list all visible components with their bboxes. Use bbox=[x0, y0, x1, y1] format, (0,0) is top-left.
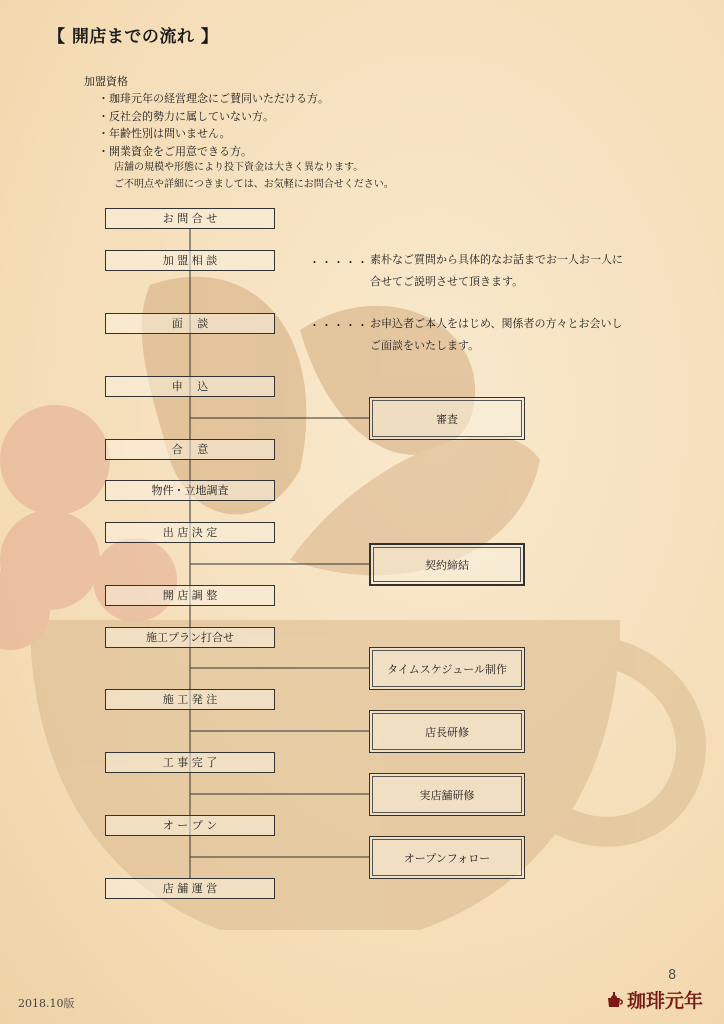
flow-step-construction-planning: 施工プラン打合せ bbox=[105, 627, 275, 648]
side-step-opening-follow bbox=[369, 836, 525, 879]
side-step-manager-training bbox=[369, 710, 525, 753]
side-step-label: 契約締結 bbox=[425, 558, 469, 572]
footer-date: 2018.10版 bbox=[18, 997, 75, 1010]
side-step-contract bbox=[369, 543, 525, 586]
interview-description bbox=[370, 313, 623, 357]
flow-step-construction-order: 施 工 発 注 bbox=[105, 689, 275, 710]
flow-step-agreement: 合 意 bbox=[105, 439, 275, 460]
side-step-label: オープンフォロー bbox=[403, 851, 491, 865]
side-step-store-training bbox=[369, 773, 525, 816]
qualification-item: ・反社会的勢力に属していない方。 bbox=[98, 109, 274, 123]
flow-step-application: 申 込 bbox=[105, 376, 275, 397]
side-step-screening bbox=[369, 397, 525, 440]
side-step-label: 店長研修 bbox=[425, 725, 469, 739]
description-line: 素朴なご質問から具体的なお話までお一人お一人に bbox=[370, 253, 623, 266]
dots-separator: ・・・・・ bbox=[309, 319, 369, 332]
qualification-note: ご不明点や詳細につきましては、お気軽にお問合せください。 bbox=[114, 179, 394, 190]
qualification-note: 店舗の規模や形態により投下資金は大きく異なります。 bbox=[114, 162, 364, 173]
side-step-schedule bbox=[369, 647, 525, 690]
brand-logo-text: 珈琲元年 bbox=[627, 990, 704, 1012]
qualification-item: ・開業資金をご用意できる方。 bbox=[98, 144, 252, 158]
description-line: お申込者ご本人をはじめ、関係者の方々とお会いし bbox=[370, 317, 623, 330]
description-line: 合せてご説明させて頂きます。 bbox=[370, 275, 524, 288]
flow-step-store-operation: 店 舗 運 営 bbox=[105, 878, 275, 899]
brand-logo bbox=[604, 986, 703, 1013]
flow-step-construction-complete: 工 事 完 了 bbox=[105, 752, 275, 773]
description-line: ご面談をいたします。 bbox=[370, 339, 480, 352]
flow-step-inquiry: お 問 合 せ bbox=[105, 208, 275, 229]
flow-step-opening-decision: 出 店 決 定 bbox=[105, 522, 275, 543]
qualification-heading: 加盟資格 bbox=[84, 75, 128, 88]
dots-separator: ・・・・・ bbox=[309, 256, 369, 269]
flow-step-site-survey: 物件・立地調査 bbox=[105, 480, 275, 501]
coffee-pot-icon bbox=[604, 990, 624, 1010]
flow-step-opening-coordination: 開 店 調 整 bbox=[105, 585, 275, 606]
qualification-item: ・年齢性別は問いません。 bbox=[98, 127, 231, 140]
side-step-label: タイムスケジュール制作 bbox=[386, 662, 508, 676]
flow-step-open: オ ー プ ン bbox=[105, 815, 275, 836]
page-title: 【 開店までの流れ 】 bbox=[48, 27, 219, 47]
qualification-item: ・珈琲元年の経営理念にご賛同いただける方。 bbox=[98, 92, 329, 105]
flow-step-interview: 面 談 bbox=[105, 313, 275, 334]
side-step-label: 実店舗研修 bbox=[419, 788, 475, 802]
page-number: 8 bbox=[668, 968, 677, 983]
side-step-label: 審査 bbox=[436, 412, 458, 426]
consultation-description bbox=[370, 249, 623, 293]
flow-step-consultation: 加 盟 相 談 bbox=[105, 250, 275, 271]
